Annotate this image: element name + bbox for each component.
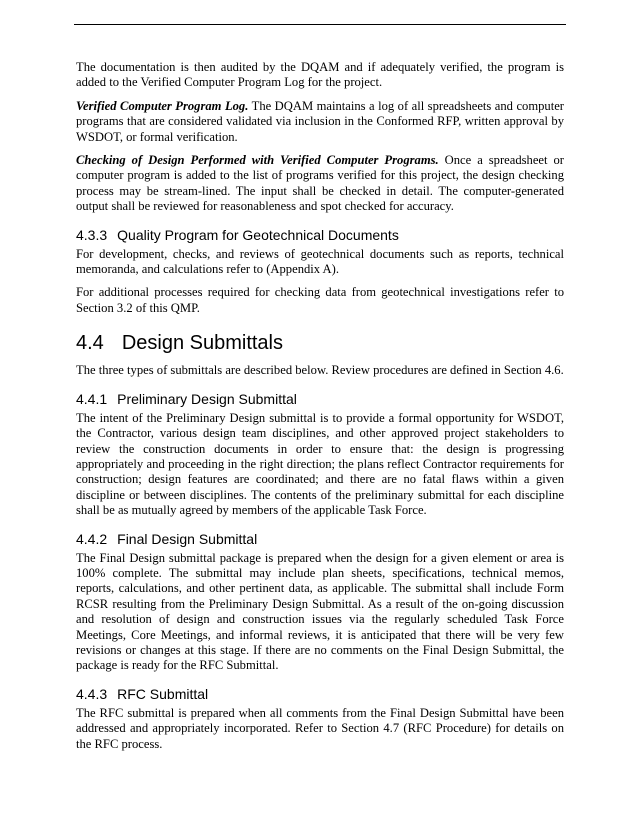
heading-4-4-3 xyxy=(76,686,564,702)
heading-4-4-number: 4.4 xyxy=(76,332,104,355)
heading-4-3-3-number: 4.3.3 xyxy=(76,226,108,243)
heading-4-3-3-title: Quality Program for Geotechnical Documents xyxy=(117,226,399,243)
paragraph-geotech-2: For additional processes required for checking data from geotechnical investigations refer to Section 3.2 of this QMP. xyxy=(76,285,564,315)
page-content xyxy=(76,60,564,760)
paragraph-checking-design-lead: Checking of Design Performed with Verified Computer Programs. xyxy=(76,153,439,168)
paragraph-checking-design xyxy=(76,153,564,215)
heading-4-4-title: Design Submittals xyxy=(121,332,283,355)
heading-4-4-2-title: Final Design Submittal xyxy=(117,530,258,547)
paragraph-preliminary: The intent of the Preliminary Design submittal is to provide a formal opportunity for WSDOT, the Contractor, various design team disciplines, and other approved project stakeholders to review the construction documents in order to ensure that: the design is progressing appropriately and proceeding in the right direction; the plans reflect Contractor requirements for construction; design features are coordinated; and there are no fatal flaws within a given discipline or between disciplines. The contents of the preliminary submittal for each discipline shall be as mutually agreed by members of the applicable Task Force. xyxy=(76,410,564,518)
paragraph-audit: The documentation is then audited by the DQAM and if adequately verified, the program is added to the Verified Computer Program Log for the project. xyxy=(76,60,564,90)
heading-4-4-1-title: Preliminary Design Submittal xyxy=(117,390,297,407)
heading-4-4-1-number: 4.4.1 xyxy=(76,390,108,407)
paragraph-checking-design-body: Once a spreadsheet or computer program is added to the list of programs verified for this project, the design checking process may be stream-lined. The input shall be checked in detail. The computer-generated output shall be reviewed for reasonableness and spot checked for accuracy. xyxy=(76,153,564,214)
heading-4-4-2 xyxy=(76,531,564,547)
heading-4-4 xyxy=(76,332,564,355)
paragraph-verified-log-lead: Verified Computer Program Log. xyxy=(76,98,249,113)
paragraph-verified-log xyxy=(76,99,564,145)
paragraph-final: The Final Design submittal package is prepared when the design for a given element or area is 100% complete. The submittal may include plan sheets, specifications, technical memos, reports, calculations, and other pertinent data, as applicable. The submittal shall include Form RCSR resulting from the Preliminary Design Submittal. As a result of the on-going discussion and resolution of design and construction issues via the regularly scheduled Task Force Meetings, Core Meetings, and informal reviews, it is anticipated that there will be very few revisions or changes at this stage. If there are no comments on the Final Design Submittal, the package is ready for the RFC Submittal. xyxy=(76,550,564,673)
paragraph-verified-log-body: The DQAM maintains a log of all spreadsheets and computer programs that are considered validated via inclusion in the Conformed RFP, written approval by WSDOT, or formal verification. xyxy=(76,98,565,144)
paragraph-rfc: The RFC submittal is prepared when all comments from the Final Design Submittal have been addressed and appropriately incorporated. Refer to Section 4.7 (RFC Procedure) for details on the RFC process. xyxy=(76,705,564,751)
heading-4-4-1 xyxy=(76,391,564,407)
header-rule xyxy=(74,24,566,25)
paragraph-geotech-1: For development, checks, and reviews of geotechnical documents such as reports, technical memoranda, and calculations refer to (Appendix A). xyxy=(76,246,564,277)
heading-4-3-3 xyxy=(76,227,564,243)
heading-4-4-3-number: 4.4.3 xyxy=(76,685,108,702)
paragraph-submittal-types: The three types of submittals are described below. Review procedures are defined in Section 4.6. xyxy=(76,363,564,378)
heading-4-4-2-number: 4.4.2 xyxy=(76,530,108,547)
heading-4-4-3-title: RFC Submittal xyxy=(117,685,209,702)
